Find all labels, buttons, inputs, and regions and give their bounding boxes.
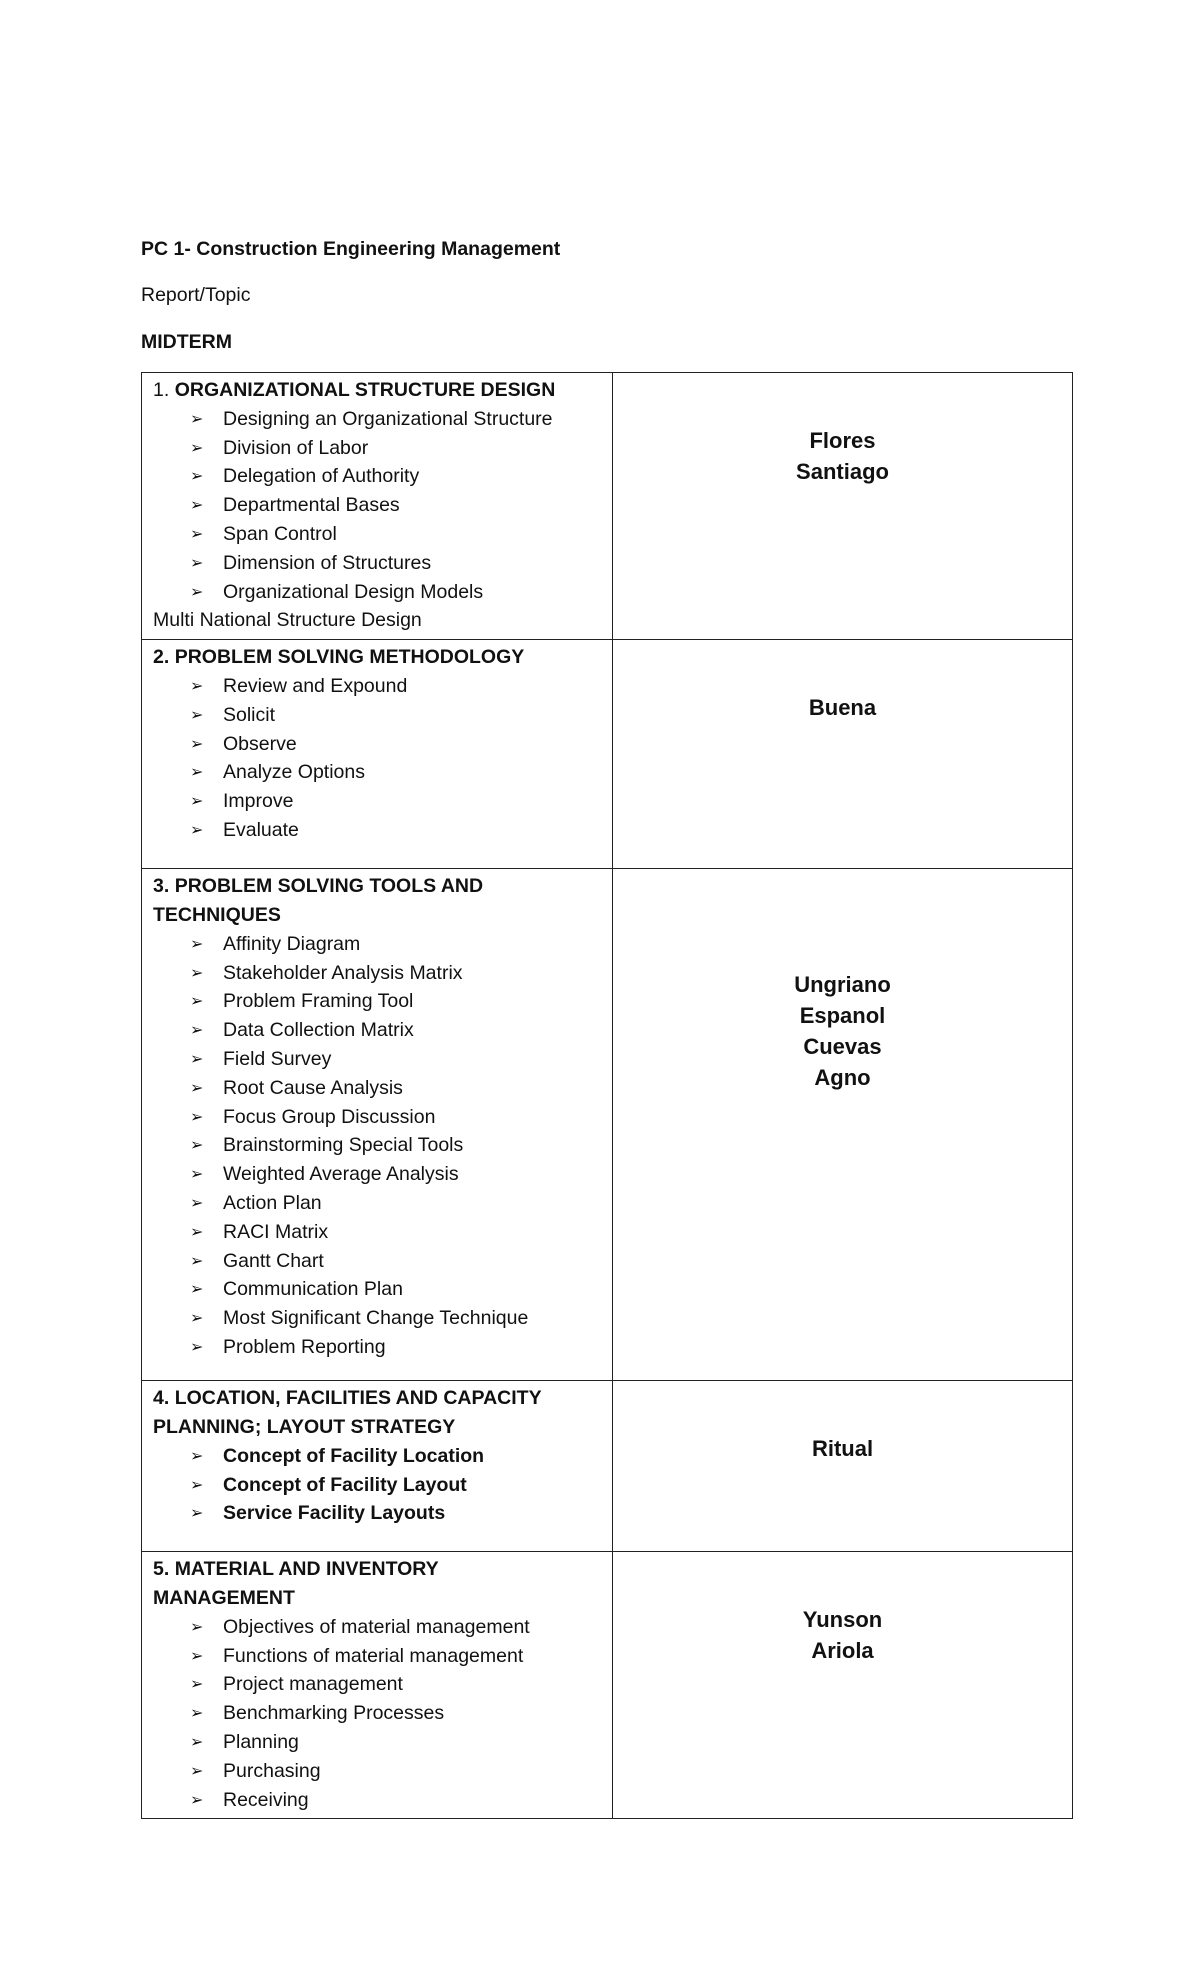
arrowhead-bullet-icon: ➢ bbox=[190, 704, 204, 724]
members-cell bbox=[613, 869, 1073, 1381]
subtopic-item bbox=[190, 1728, 612, 1757]
arrowhead-bullet-icon: ➢ bbox=[190, 1020, 204, 1040]
arrowhead-bullet-icon: ➢ bbox=[190, 1645, 204, 1665]
subtopic-text: Division of Labor bbox=[223, 436, 369, 459]
subtopic-text: Benchmarking Processes bbox=[223, 1702, 445, 1725]
subtopic-item bbox=[190, 1045, 612, 1074]
members-cell bbox=[613, 1381, 1073, 1552]
subtopic-item bbox=[190, 1103, 612, 1132]
subtopic-item bbox=[190, 434, 612, 463]
subtopic-item bbox=[190, 1442, 612, 1471]
subtopic-list bbox=[153, 930, 612, 1362]
course-title: PC 1- Construction Engineering Management bbox=[141, 238, 561, 260]
member-name: Espanol bbox=[799, 1003, 886, 1029]
subtopic-text: Weighted Average Analysis bbox=[223, 1163, 459, 1186]
subtopic-item bbox=[190, 1499, 612, 1528]
subtopic-text: Objectives of material management bbox=[223, 1615, 530, 1638]
arrowhead-bullet-icon: ➢ bbox=[190, 1164, 204, 1184]
subtopic-item bbox=[190, 578, 612, 607]
subtopic-item bbox=[190, 491, 612, 520]
topic-cell bbox=[142, 640, 613, 869]
arrowhead-bullet-icon: ➢ bbox=[190, 1474, 204, 1494]
members-cell bbox=[613, 1552, 1073, 1819]
subtopic-item bbox=[190, 1131, 612, 1160]
member-name: Yunson bbox=[802, 1607, 883, 1633]
arrowhead-bullet-icon: ➢ bbox=[190, 581, 204, 601]
subtopic-text: Solicit bbox=[223, 703, 276, 726]
subtopic-text: Delegation of Authority bbox=[223, 465, 420, 488]
subtopic-text: Root Cause Analysis bbox=[223, 1076, 403, 1099]
subtopic-text: Problem Framing Tool bbox=[223, 990, 414, 1013]
arrowhead-bullet-icon: ➢ bbox=[190, 1503, 204, 1523]
topic-title-text: MATERIAL AND INVENTORY MANAGEMENT bbox=[153, 1558, 439, 1609]
arrowhead-bullet-icon: ➢ bbox=[190, 552, 204, 572]
topic-row bbox=[142, 1552, 1073, 1819]
subtopic-text: Concept of Facility Layout bbox=[223, 1473, 467, 1496]
subtopic-item bbox=[190, 549, 612, 578]
subtopic-text: RACI Matrix bbox=[223, 1220, 329, 1243]
arrowhead-bullet-icon: ➢ bbox=[190, 1279, 204, 1299]
arrowhead-bullet-icon: ➢ bbox=[190, 466, 204, 486]
arrowhead-bullet-icon: ➢ bbox=[190, 733, 204, 753]
subtopic-item bbox=[190, 1333, 612, 1362]
member-name: Santiago bbox=[796, 459, 889, 484]
topic-cell bbox=[142, 1381, 613, 1552]
member-name: Flores bbox=[809, 428, 876, 453]
member-name: Cuevas bbox=[803, 1034, 882, 1060]
report-topic-label: Report/Topic bbox=[141, 284, 251, 306]
subtopic-item bbox=[190, 1786, 612, 1815]
subtopic-item bbox=[190, 405, 612, 434]
arrowhead-bullet-icon: ➢ bbox=[190, 1731, 204, 1751]
subtopic-item bbox=[190, 1613, 612, 1642]
topic-number: 3. bbox=[153, 875, 170, 898]
subtopic-text: Analyze Options bbox=[223, 761, 365, 784]
term-label: MIDTERM bbox=[141, 331, 232, 353]
subtopic-text: Purchasing bbox=[223, 1759, 321, 1782]
arrowhead-bullet-icon: ➢ bbox=[190, 962, 204, 982]
topic-title bbox=[153, 872, 513, 930]
topic-title bbox=[153, 1384, 573, 1442]
topic-title bbox=[153, 1555, 513, 1613]
subtopic-text: Evaluate bbox=[223, 818, 299, 841]
members-cell bbox=[613, 640, 1073, 869]
member-name: Agno bbox=[814, 1065, 871, 1091]
arrowhead-bullet-icon: ➢ bbox=[190, 408, 204, 428]
subtopic-text: Organizational Design Models bbox=[223, 580, 484, 603]
subtopic-item bbox=[190, 1757, 612, 1786]
arrowhead-bullet-icon: ➢ bbox=[190, 1048, 204, 1068]
subtopic-item bbox=[190, 1304, 612, 1333]
subtopic-item bbox=[190, 787, 612, 816]
subtopic-text: Action Plan bbox=[223, 1191, 322, 1214]
subtopic-item bbox=[190, 1699, 612, 1728]
subtopic-text: Observe bbox=[223, 732, 297, 755]
arrowhead-bullet-icon: ➢ bbox=[190, 762, 204, 782]
subtopic-item bbox=[190, 672, 612, 701]
subtopic-item bbox=[190, 1275, 612, 1304]
arrowhead-bullet-icon: ➢ bbox=[190, 991, 204, 1011]
topic-cell bbox=[142, 869, 613, 1381]
arrowhead-bullet-icon: ➢ bbox=[190, 523, 204, 543]
arrowhead-bullet-icon: ➢ bbox=[190, 791, 204, 811]
subtopic-item bbox=[190, 1189, 612, 1218]
subtopic-list bbox=[153, 1442, 612, 1528]
subtopic-list bbox=[153, 672, 612, 845]
topic-title bbox=[153, 643, 612, 672]
member-name: Buena bbox=[808, 695, 877, 721]
topic-row bbox=[142, 869, 1073, 1381]
subtopic-text: Project management bbox=[223, 1673, 403, 1696]
subtopic-text: Brainstorming Special Tools bbox=[223, 1134, 464, 1157]
topics-table bbox=[141, 372, 1073, 1819]
arrowhead-bullet-icon: ➢ bbox=[190, 675, 204, 695]
subtopic-text: Dimension of Structures bbox=[223, 551, 432, 574]
subtopic-text: Designing an Organizational Structure bbox=[223, 407, 553, 430]
arrowhead-bullet-icon: ➢ bbox=[190, 1308, 204, 1328]
arrowhead-bullet-icon: ➢ bbox=[190, 437, 204, 457]
subtopic-item bbox=[190, 1160, 612, 1189]
arrowhead-bullet-icon: ➢ bbox=[190, 1616, 204, 1636]
subtopic-text: Data Collection Matrix bbox=[223, 1019, 414, 1042]
subtopic-item bbox=[190, 816, 612, 845]
arrowhead-bullet-icon: ➢ bbox=[190, 1250, 204, 1270]
subtopic-text: Receiving bbox=[223, 1788, 309, 1811]
arrowhead-bullet-icon: ➢ bbox=[190, 933, 204, 953]
subtopic-item bbox=[190, 462, 612, 491]
arrowhead-bullet-icon: ➢ bbox=[190, 1336, 204, 1356]
subtopic-text: Affinity Diagram bbox=[223, 932, 361, 955]
topic-number: 2. bbox=[153, 646, 170, 669]
topic-cell bbox=[142, 373, 613, 640]
topic-row bbox=[142, 373, 1073, 640]
topic-title-text: ORGANIZATIONAL STRUCTURE DESIGN bbox=[174, 379, 556, 401]
member-name: Ritual bbox=[811, 1436, 874, 1462]
subtopic-text: Field Survey bbox=[223, 1047, 332, 1070]
subtopic-item bbox=[190, 520, 612, 549]
arrowhead-bullet-icon: ➢ bbox=[190, 1106, 204, 1126]
subtopic-item bbox=[190, 1016, 612, 1045]
arrowhead-bullet-icon: ➢ bbox=[190, 1445, 204, 1465]
topic-number: 5. bbox=[153, 1558, 170, 1581]
subtopic-text: Focus Group Discussion bbox=[223, 1105, 436, 1128]
subtopic-item bbox=[190, 758, 612, 787]
arrowhead-bullet-icon: ➢ bbox=[190, 1674, 204, 1694]
topic-title-text: PROBLEM SOLVING METHODOLOGY bbox=[174, 646, 525, 669]
arrowhead-bullet-icon: ➢ bbox=[190, 1221, 204, 1241]
subtopic-item bbox=[190, 1218, 612, 1247]
subtopic-text: Departmental Bases bbox=[223, 494, 400, 517]
arrowhead-bullet-icon: ➢ bbox=[190, 1789, 204, 1809]
subtopic-item bbox=[190, 701, 612, 730]
subtopic-item bbox=[190, 1247, 612, 1276]
arrowhead-bullet-icon: ➢ bbox=[190, 1192, 204, 1212]
member-name: Ungriano bbox=[794, 972, 891, 998]
members-cell bbox=[613, 373, 1073, 640]
subtopic-text: Communication Plan bbox=[223, 1278, 403, 1301]
subtopic-item bbox=[190, 1670, 612, 1699]
subtopic-text: Service Facility Layouts bbox=[223, 1502, 446, 1525]
subtopic-list bbox=[153, 1613, 612, 1815]
subtopic-text: Review and Expound bbox=[223, 674, 408, 697]
arrowhead-bullet-icon: ➢ bbox=[190, 819, 204, 839]
subtopic-text: Functions of material management bbox=[223, 1644, 524, 1667]
subtopic-item bbox=[190, 730, 612, 759]
subtopic-text: Stakeholder Analysis Matrix bbox=[223, 961, 463, 984]
arrowhead-bullet-icon: ➢ bbox=[190, 1135, 204, 1155]
subtopic-text: Concept of Facility Location bbox=[223, 1444, 485, 1467]
subtopic-text: Planning bbox=[223, 1730, 299, 1753]
topic-title bbox=[153, 376, 612, 405]
topic-title-text: PROBLEM SOLVING TOOLS AND TECHNIQUES bbox=[153, 875, 484, 926]
arrowhead-bullet-icon: ➢ bbox=[190, 495, 204, 515]
topic-trailing-note: Multi National Structure Design bbox=[153, 609, 422, 632]
subtopic-text: Improve bbox=[223, 790, 294, 813]
subtopic-item bbox=[190, 1642, 612, 1671]
topic-number: 4. bbox=[153, 1387, 170, 1410]
arrowhead-bullet-icon: ➢ bbox=[190, 1703, 204, 1723]
subtopic-item bbox=[190, 1074, 612, 1103]
subtopic-item bbox=[190, 1471, 612, 1500]
arrowhead-bullet-icon: ➢ bbox=[190, 1077, 204, 1097]
subtopic-list bbox=[153, 405, 612, 607]
topic-number: 1. bbox=[153, 379, 170, 401]
subtopic-text: Problem Reporting bbox=[223, 1335, 386, 1358]
subtopic-item bbox=[190, 959, 612, 988]
member-name: Ariola bbox=[811, 1638, 874, 1664]
arrowhead-bullet-icon: ➢ bbox=[190, 1760, 204, 1780]
topic-row bbox=[142, 1381, 1073, 1552]
topic-row bbox=[142, 640, 1073, 869]
subtopic-item bbox=[190, 987, 612, 1016]
subtopic-item bbox=[190, 930, 612, 959]
subtopic-text: Gantt Chart bbox=[223, 1249, 324, 1272]
subtopic-text: Most Significant Change Technique bbox=[223, 1307, 529, 1330]
topic-title-text: LOCATION, FACILITIES AND CAPACITY PLANNING; LAYOUT STRATEGY bbox=[153, 1387, 542, 1438]
topic-cell bbox=[142, 1552, 613, 1819]
subtopic-text: Span Control bbox=[223, 522, 337, 545]
